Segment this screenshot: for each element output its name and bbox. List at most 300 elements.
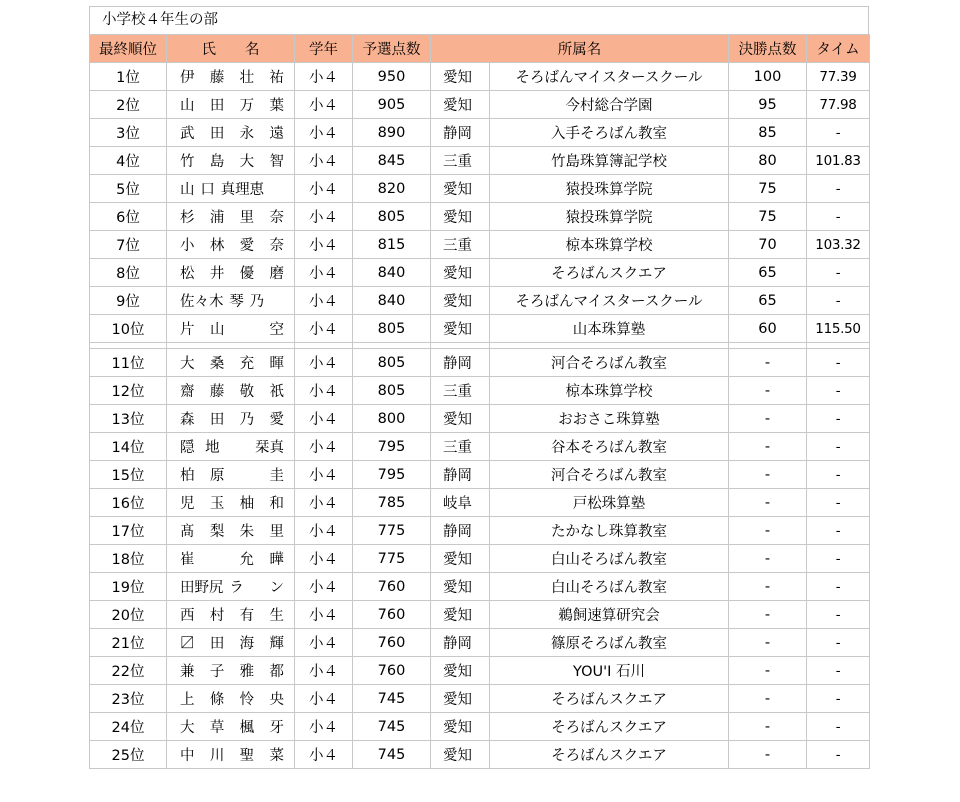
- name-part: 大: [180, 720, 195, 736]
- name-part: [230, 436, 244, 457]
- prelim-cell: 775: [353, 517, 431, 545]
- prefecture-cell: 愛知: [431, 63, 490, 91]
- name-part: 児: [180, 496, 195, 512]
- name-cell: [167, 489, 295, 517]
- name-part: 海: [239, 636, 255, 652]
- name-part: 真理恵: [220, 182, 265, 198]
- name-cell: [167, 685, 295, 713]
- name-part: 朱: [239, 524, 255, 540]
- name-part: 空: [269, 322, 284, 338]
- name-characters: [167, 576, 294, 597]
- rank-cell: 15位: [90, 461, 167, 489]
- final-cell: 75: [729, 175, 807, 203]
- final-cell: -: [729, 461, 807, 489]
- final-cell: 95: [729, 91, 807, 119]
- name-characters: [167, 632, 294, 653]
- name-cell: [167, 203, 295, 231]
- name-part: 生: [269, 608, 284, 624]
- prefecture-cell: 愛知: [431, 203, 490, 231]
- prelim-cell: 845: [353, 147, 431, 175]
- name-cell: [167, 377, 295, 405]
- name-part: [270, 178, 284, 199]
- name-part: 島: [209, 154, 225, 170]
- prelim-cell: 840: [353, 287, 431, 315]
- results-body: [90, 63, 870, 769]
- rank-cell: 20位: [90, 601, 167, 629]
- grade-cell: 小４: [295, 119, 353, 147]
- school-cell: 河合そろばん教室: [490, 461, 729, 489]
- name-cell: [167, 461, 295, 489]
- grade-cell: 小４: [295, 147, 353, 175]
- name-part: 田: [209, 126, 225, 142]
- prefecture-cell: 愛知: [431, 315, 490, 343]
- name-part: 里: [269, 524, 284, 540]
- rank-cell: 18位: [90, 545, 167, 573]
- name-characters: [167, 94, 294, 115]
- prefecture-cell: 愛知: [431, 685, 490, 713]
- school-cell: 谷本そろばん教室: [490, 433, 729, 461]
- name-part: 暉: [269, 356, 284, 372]
- prefecture-cell: 愛知: [431, 545, 490, 573]
- grade-cell: 小４: [295, 657, 353, 685]
- name-part: 〼: [180, 636, 195, 652]
- prefecture-cell: 愛知: [431, 713, 490, 741]
- prefecture-cell: 愛知: [431, 259, 490, 287]
- name-characters: [167, 150, 294, 171]
- school-cell: 篠原そろばん教室: [490, 629, 729, 657]
- table-row: [90, 545, 870, 573]
- prefecture-cell: 愛知: [431, 601, 490, 629]
- prelim-cell: 805: [353, 315, 431, 343]
- name-part: 遠: [269, 126, 284, 142]
- name-part: 大: [239, 154, 255, 170]
- time-cell: -: [807, 657, 870, 685]
- name-cell: [167, 713, 295, 741]
- table-row: [90, 741, 870, 769]
- school-cell: 竹島珠算簿記学校: [490, 147, 729, 175]
- name-characters: [167, 436, 294, 457]
- name-characters: [167, 352, 294, 373]
- school-cell: そろばんマイスタースクール: [490, 63, 729, 91]
- name-part: 奈: [269, 238, 284, 254]
- name-part: 雅: [239, 664, 255, 680]
- table-row: [90, 91, 870, 119]
- prefecture-cell: 静岡: [431, 461, 490, 489]
- final-cell: 60: [729, 315, 807, 343]
- grade-cell: 小４: [295, 91, 353, 119]
- name-part: 玉: [209, 496, 225, 512]
- name-part: 川: [209, 748, 225, 764]
- header-name: 氏 名: [167, 35, 295, 63]
- rank-cell: 24位: [90, 713, 167, 741]
- prefecture-cell: 愛知: [431, 405, 490, 433]
- table-row: [90, 433, 870, 461]
- name-part: 磨: [269, 266, 284, 282]
- school-cell: 河合そろばん教室: [490, 349, 729, 377]
- rank-cell: 1位: [90, 63, 167, 91]
- time-cell: -: [807, 405, 870, 433]
- time-cell: 115.50: [807, 315, 870, 343]
- rank-cell: 12位: [90, 377, 167, 405]
- name-characters: [167, 66, 294, 87]
- final-cell: 85: [729, 119, 807, 147]
- name-part: 子: [209, 664, 225, 680]
- grade-cell: 小４: [295, 713, 353, 741]
- school-cell: 山本珠算塾: [490, 315, 729, 343]
- final-cell: -: [729, 349, 807, 377]
- final-cell: -: [729, 517, 807, 545]
- name-part: 齋: [180, 384, 195, 400]
- name-part: 充: [239, 356, 255, 372]
- name-part: [240, 318, 254, 339]
- grade-cell: 小４: [295, 433, 353, 461]
- school-cell: 入手そろばん教室: [490, 119, 729, 147]
- table-row: [90, 259, 870, 287]
- name-part: 藤: [209, 384, 225, 400]
- grade-cell: 小４: [295, 259, 353, 287]
- name-part: 崔: [180, 552, 195, 568]
- final-cell: -: [729, 489, 807, 517]
- grade-cell: 小４: [295, 489, 353, 517]
- results-sheet: [89, 6, 869, 769]
- time-cell: -: [807, 461, 870, 489]
- name-cell: [167, 405, 295, 433]
- rank-cell: 5位: [90, 175, 167, 203]
- name-characters: [167, 318, 294, 339]
- school-cell: そろばんスクエア: [490, 685, 729, 713]
- grade-cell: 小４: [295, 405, 353, 433]
- table-row: [90, 147, 870, 175]
- name-cell: [167, 657, 295, 685]
- time-cell: -: [807, 287, 870, 315]
- name-part: 愛: [239, 238, 255, 254]
- school-cell: 今村総合学園: [490, 91, 729, 119]
- header-final: 決勝点数: [729, 35, 807, 63]
- table-row: [90, 713, 870, 741]
- name-cell: [167, 147, 295, 175]
- time-cell: -: [807, 203, 870, 231]
- name-part: 智: [269, 154, 284, 170]
- school-cell: 白山そろばん教室: [490, 545, 729, 573]
- name-characters: [167, 520, 294, 541]
- final-cell: -: [729, 405, 807, 433]
- name-part: 武: [180, 126, 195, 142]
- final-cell: -: [729, 685, 807, 713]
- name-characters: [167, 660, 294, 681]
- name-part: 森: [180, 412, 195, 428]
- prelim-cell: 795: [353, 461, 431, 489]
- name-part: 桑: [209, 356, 225, 372]
- prelim-cell: 745: [353, 713, 431, 741]
- name-part: 片: [180, 322, 195, 338]
- rank-cell: 17位: [90, 517, 167, 545]
- name-part: 口: [200, 182, 215, 198]
- prelim-cell: 760: [353, 573, 431, 601]
- time-cell: -: [807, 433, 870, 461]
- rank-cell: 23位: [90, 685, 167, 713]
- name-part: 永: [239, 126, 255, 142]
- final-cell: -: [729, 433, 807, 461]
- prefecture-cell: 静岡: [431, 629, 490, 657]
- header-school: 所属名: [431, 35, 729, 63]
- final-cell: 70: [729, 231, 807, 259]
- rank-cell: 7位: [90, 231, 167, 259]
- name-cell: [167, 573, 295, 601]
- name-part: [250, 576, 264, 597]
- final-cell: -: [729, 601, 807, 629]
- name-cell: [167, 433, 295, 461]
- table-row: [90, 657, 870, 685]
- name-part: 和: [269, 496, 284, 512]
- name-part: 敬: [239, 384, 255, 400]
- prelim-cell: 905: [353, 91, 431, 119]
- name-part: 田: [209, 636, 225, 652]
- prefecture-cell: 三重: [431, 377, 490, 405]
- grade-cell: 小４: [295, 203, 353, 231]
- name-cell: [167, 63, 295, 91]
- name-part: ン: [269, 580, 284, 596]
- final-cell: -: [729, 713, 807, 741]
- final-cell: -: [729, 657, 807, 685]
- name-part: 央: [269, 692, 284, 708]
- name-cell: [167, 601, 295, 629]
- table-row: [90, 349, 870, 377]
- name-part: 山: [180, 182, 195, 198]
- rank-cell: 16位: [90, 489, 167, 517]
- header-prelim: 予選点数: [353, 35, 431, 63]
- name-part: 大: [180, 356, 195, 372]
- final-cell: -: [729, 573, 807, 601]
- prelim-cell: 805: [353, 377, 431, 405]
- rank-cell: 3位: [90, 119, 167, 147]
- school-cell: 白山そろばん教室: [490, 573, 729, 601]
- final-cell: 65: [729, 259, 807, 287]
- name-part: 條: [209, 692, 225, 708]
- table-row: [90, 489, 870, 517]
- header-grade: 学年: [295, 35, 353, 63]
- table-row: [90, 461, 870, 489]
- prefecture-cell: 静岡: [431, 119, 490, 147]
- prefecture-cell: 静岡: [431, 517, 490, 545]
- school-cell: 椋本珠算学校: [490, 231, 729, 259]
- name-part: 里: [239, 210, 255, 226]
- prelim-cell: 795: [353, 433, 431, 461]
- rank-cell: 10位: [90, 315, 167, 343]
- name-characters: [167, 464, 294, 485]
- time-cell: -: [807, 517, 870, 545]
- rank-cell: 25位: [90, 741, 167, 769]
- name-part: 杉: [180, 210, 195, 226]
- name-part: 井: [209, 266, 225, 282]
- prefecture-cell: 三重: [431, 147, 490, 175]
- time-cell: -: [807, 119, 870, 147]
- prefecture-cell: 岐阜: [431, 489, 490, 517]
- name-part: 都: [269, 664, 284, 680]
- name-characters: [167, 290, 294, 311]
- school-cell: 椋本珠算学校: [490, 377, 729, 405]
- name-part: 小: [180, 238, 195, 254]
- name-cell: [167, 315, 295, 343]
- grade-cell: 小４: [295, 349, 353, 377]
- name-part: 怜: [239, 692, 255, 708]
- name-part: [240, 464, 254, 485]
- name-part: 万: [239, 98, 255, 114]
- table-row: [90, 287, 870, 315]
- name-part: 菜: [269, 748, 284, 764]
- name-cell: [167, 629, 295, 657]
- prelim-cell: 760: [353, 629, 431, 657]
- name-part: 奈: [269, 210, 284, 226]
- name-part: 柚: [239, 496, 255, 512]
- name-part: [210, 548, 224, 569]
- prelim-cell: 760: [353, 601, 431, 629]
- name-characters: [167, 206, 294, 227]
- prefecture-cell: 愛知: [431, 175, 490, 203]
- name-part: 祇: [269, 384, 284, 400]
- table-row: [90, 231, 870, 259]
- rank-cell: 13位: [90, 405, 167, 433]
- prefecture-cell: 愛知: [431, 287, 490, 315]
- name-part: 山: [210, 322, 225, 338]
- name-characters: [167, 716, 294, 737]
- time-cell: -: [807, 489, 870, 517]
- results-table: [89, 34, 870, 769]
- name-part: 田: [209, 412, 225, 428]
- time-cell: -: [807, 573, 870, 601]
- name-part: 松: [180, 266, 195, 282]
- name-part: 浦: [209, 210, 225, 226]
- rank-cell: 6位: [90, 203, 167, 231]
- name-part: 愛: [269, 412, 284, 428]
- time-cell: -: [807, 175, 870, 203]
- grade-cell: 小４: [295, 741, 353, 769]
- prefecture-cell: 愛知: [431, 741, 490, 769]
- final-cell: -: [729, 741, 807, 769]
- grade-cell: 小４: [295, 231, 353, 259]
- name-part: 田野尻: [180, 580, 224, 596]
- name-part: 楓: [239, 720, 255, 736]
- grade-cell: 小４: [295, 573, 353, 601]
- grade-cell: 小４: [295, 287, 353, 315]
- table-row: [90, 573, 870, 601]
- name-characters: [167, 548, 294, 569]
- name-part: 藤: [209, 70, 225, 86]
- school-cell: そろばんスクエア: [490, 713, 729, 741]
- name-part: 柏: [180, 468, 195, 484]
- header-row: [90, 35, 870, 63]
- time-cell: -: [807, 741, 870, 769]
- name-part: 乃: [239, 412, 255, 428]
- name-characters: [167, 178, 294, 199]
- school-cell: 鵜飼速算研究会: [490, 601, 729, 629]
- name-part: ラ: [229, 580, 244, 596]
- name-characters: [167, 408, 294, 429]
- name-part: 山: [180, 98, 195, 114]
- time-cell: -: [807, 349, 870, 377]
- grade-cell: 小４: [295, 517, 353, 545]
- name-characters: [167, 262, 294, 283]
- table-row: [90, 517, 870, 545]
- name-characters: [167, 604, 294, 625]
- rank-cell: 11位: [90, 349, 167, 377]
- grade-cell: 小４: [295, 377, 353, 405]
- grade-cell: 小４: [295, 545, 353, 573]
- name-cell: [167, 349, 295, 377]
- time-cell: -: [807, 713, 870, 741]
- rank-cell: 19位: [90, 573, 167, 601]
- final-cell: -: [729, 545, 807, 573]
- time-cell: -: [807, 685, 870, 713]
- name-part: 有: [239, 608, 255, 624]
- name-part: 優: [239, 266, 255, 282]
- name-part: 佐々木: [180, 294, 224, 310]
- prelim-cell: 785: [353, 489, 431, 517]
- name-cell: [167, 545, 295, 573]
- name-part: 地: [205, 440, 220, 456]
- table-row: [90, 601, 870, 629]
- prelim-cell: 840: [353, 259, 431, 287]
- school-cell: たかなし珠算教室: [490, 517, 729, 545]
- rank-cell: 9位: [90, 287, 167, 315]
- final-cell: 75: [729, 203, 807, 231]
- grade-cell: 小４: [295, 175, 353, 203]
- time-cell: 101.83: [807, 147, 870, 175]
- name-part: 允: [239, 552, 254, 568]
- final-cell: -: [729, 629, 807, 657]
- name-part: 田: [209, 98, 225, 114]
- name-part: 聖: [239, 748, 255, 764]
- time-cell: -: [807, 259, 870, 287]
- grade-cell: 小４: [295, 629, 353, 657]
- time-cell: 103.32: [807, 231, 870, 259]
- prelim-cell: 815: [353, 231, 431, 259]
- name-part: 隠: [180, 440, 195, 456]
- name-cell: [167, 231, 295, 259]
- name-part: 林: [209, 238, 225, 254]
- prefecture-cell: 愛知: [431, 573, 490, 601]
- time-cell: -: [807, 629, 870, 657]
- rank-cell: 22位: [90, 657, 167, 685]
- final-cell: -: [729, 377, 807, 405]
- name-part: [270, 290, 284, 311]
- time-cell: -: [807, 545, 870, 573]
- school-cell: 猿投珠算学院: [490, 175, 729, 203]
- time-cell: 77.98: [807, 91, 870, 119]
- name-characters: [167, 380, 294, 401]
- school-cell: そろばんスクエア: [490, 259, 729, 287]
- name-part: 西: [180, 608, 195, 624]
- name-part: 乃: [249, 294, 265, 310]
- table-row: [90, 377, 870, 405]
- table-row: [90, 119, 870, 147]
- name-part: 草: [209, 720, 225, 736]
- prefecture-cell: 愛知: [431, 91, 490, 119]
- prelim-cell: 890: [353, 119, 431, 147]
- school-cell: そろばんスクエア: [490, 741, 729, 769]
- table-row: [90, 203, 870, 231]
- name-characters: [167, 688, 294, 709]
- rank-cell: 14位: [90, 433, 167, 461]
- prelim-cell: 805: [353, 203, 431, 231]
- name-characters: [167, 492, 294, 513]
- header-rank: 最終順位: [90, 35, 167, 63]
- prefecture-cell: 愛知: [431, 657, 490, 685]
- name-part: 栞真: [254, 440, 284, 456]
- name-part: 壮: [239, 70, 255, 86]
- prelim-cell: 805: [353, 349, 431, 377]
- prelim-cell: 820: [353, 175, 431, 203]
- name-part: 中: [180, 748, 195, 764]
